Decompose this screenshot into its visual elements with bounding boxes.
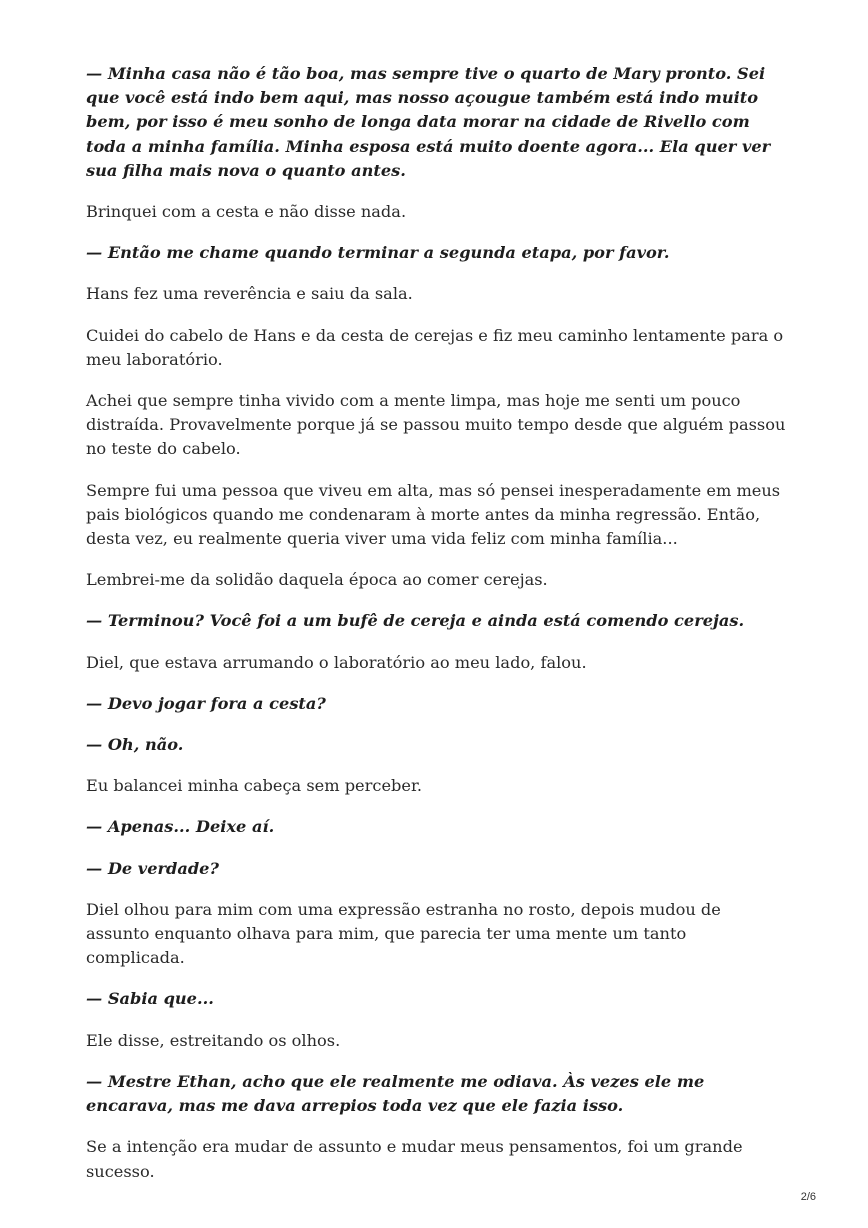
paragraph-narration: Hans fez uma reverência e saiu da sala. <box>86 284 413 304</box>
paragraph-dialogue: — Minha casa não é tão boa, mas sempre tive o quarto de Mary pronto. Sei que você está indo bem aqui, mas nosso açougue também está indo muito bem, por isso é meu sonho de longa data morar na cidade de Rivello com toda a minha família. Minha esposa está muito doente agora... Ela quer ver sua filha mais nova o quanto antes. <box>86 64 771 180</box>
paragraph-dialogue: — Sabia que... <box>86 989 214 1009</box>
paragraph-narration: Diel, que estava arrumando o laboratório ao meu lado, falou. <box>86 652 587 672</box>
paragraph-dialogue: — De verdade? <box>86 858 219 878</box>
paragraph-dialogue: — Terminou? Você foi a um bufê de cereja e ainda está comendo cerejas. <box>86 611 745 631</box>
paragraph-narration: Se a intenção era mudar de assunto e mudar meus pensamentos, foi um grande sucesso. <box>86 1137 743 1181</box>
paragraph-narration: Eu balancei minha cabeça sem perceber. <box>86 776 423 796</box>
paragraph-dialogue: — Então me chame quando terminar a segunda etapa, por favor. <box>86 243 670 263</box>
paragraph-narration: Ele disse, estreitando os olhos. <box>86 1030 341 1050</box>
page-number: 2/6 <box>800 1191 816 1203</box>
paragraph-narration: Cuidei do cabelo de Hans e da cesta de cerejas e fiz meu caminho lentamente para o meu laboratório. <box>86 325 784 369</box>
paragraph-narration: Sempre fui uma pessoa que viveu em alta, mas só pensei inesperadamente em meus pais biológicos quando me condenaram à morte antes da minha regressão. Então, desta vez, eu realmente queria viver uma vida feliz com minha família... <box>86 480 781 549</box>
paragraph-narration: Diel olhou para mim com uma expressão estranha no rosto, depois mudou de assunto enquanto olhava para mim, que parecia ter uma mente um tanto complicada. <box>86 899 721 968</box>
paragraph-dialogue: — Devo jogar fora a cesta? <box>86 693 326 713</box>
paragraph-dialogue: — Oh, não. <box>86 735 184 755</box>
document-page <box>86 62 786 1201</box>
paragraph-narration: Brinquei com a cesta e não disse nada. <box>86 202 407 222</box>
paragraph-narration: Achei que sempre tinha vivido com a mente limpa, mas hoje me senti um pouco distraída. Provavelmente porque já se passou muito tempo desde que alguém passou no teste do cabelo. <box>86 391 786 459</box>
paragraph-dialogue: — Apenas... Deixe aí. <box>86 817 275 837</box>
paragraph-narration: Lembrei-me da solidão daquela época ao comer cerejas. <box>86 570 548 590</box>
paragraph-dialogue: — Mestre Ethan, acho que ele realmente me odiava. Às vezes ele me encarava, mas me dava arrepios toda vez que ele fazia isso. <box>86 1071 705 1116</box>
